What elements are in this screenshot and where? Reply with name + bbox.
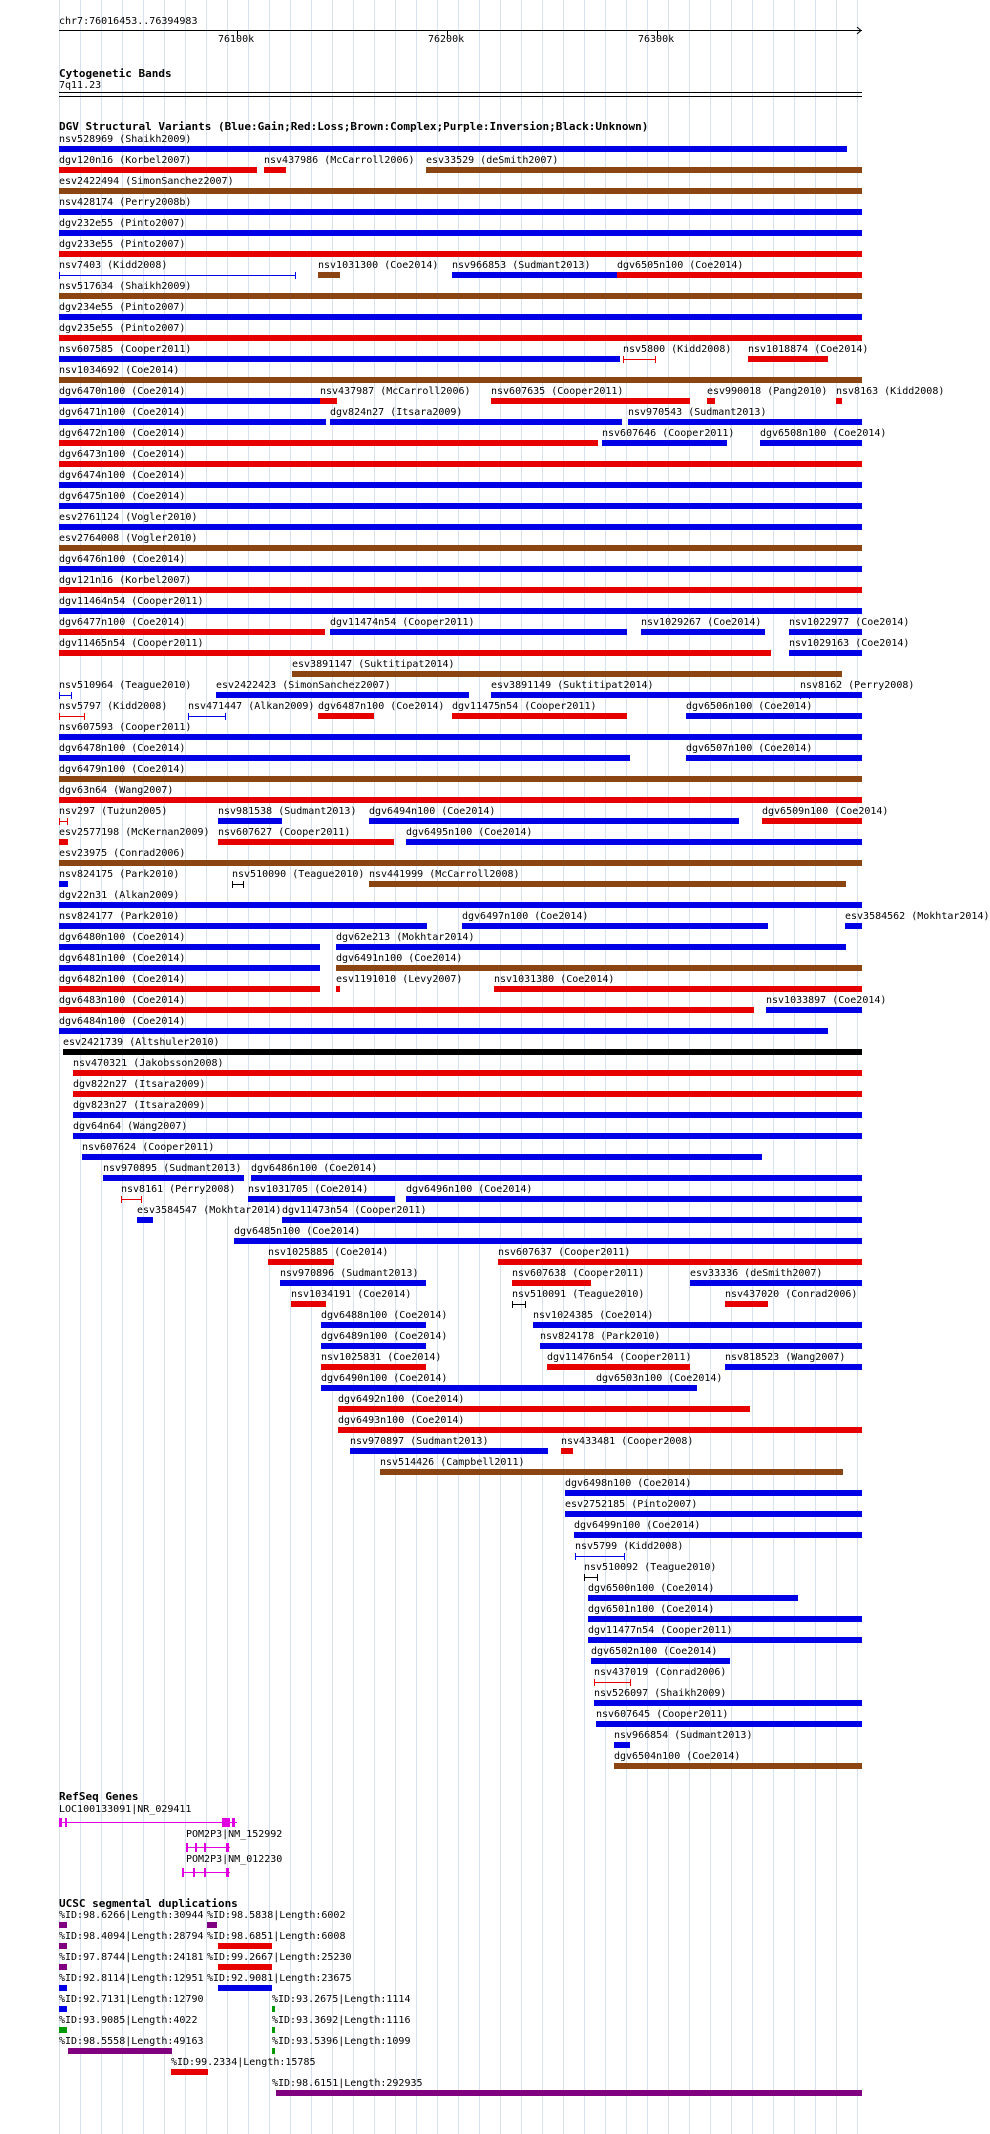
variant-label: dgv232e55 (Pinto2007): [59, 218, 186, 229]
variant-label: nsv526097 (Shaikh2009): [594, 1688, 727, 1699]
variant-label: dgv6497n100 (Coe2014): [462, 911, 589, 922]
segdup-label: %ID:98.6851|Length:6008: [207, 1931, 346, 1942]
variant-label: dgv6509n100 (Coe2014): [762, 806, 889, 817]
ruler-tick-label: 76100k: [218, 34, 255, 45]
refseq-gene-label: POM2P3|NM_152992: [186, 1829, 283, 1840]
variant-label: nsv1018874 (Coe2014): [748, 344, 869, 355]
variant-label: nsv607624 (Cooper2011): [82, 1142, 215, 1153]
segdup-bar[interactable]: [272, 2006, 275, 2012]
variant-label: nsv607627 (Cooper2011): [218, 827, 351, 838]
variant-label: dgv63n64 (Wang2007): [59, 785, 174, 796]
variant-label: nsv8162 (Perry2008): [800, 680, 915, 691]
variant-label: nsv1024385 (Coe2014): [533, 1310, 654, 1321]
variant-label: nsv607593 (Cooper2011): [59, 722, 192, 733]
variant-label: nsv1031705 (Coe2014): [248, 1184, 369, 1195]
segdup-label: %ID:99.2334|Length:15785: [171, 2057, 316, 2068]
variant-label: dgv6476n100 (Coe2014): [59, 554, 186, 565]
variant-label: nsv1025831 (Coe2014): [321, 1352, 442, 1363]
variant-label: dgv6472n100 (Coe2014): [59, 428, 186, 439]
variant-label: dgv11474n54 (Cooper2011): [330, 617, 475, 628]
variant-label: nsv437019 (Conrad2006): [594, 1667, 727, 1678]
variant-label: dgv6485n100 (Coe2014): [234, 1226, 361, 1237]
variant-label: nsv8161 (Perry2008): [121, 1184, 236, 1195]
segdup-bar[interactable]: [59, 2027, 67, 2033]
variant-label: dgv6505n100 (Coe2014): [617, 260, 744, 271]
segdup-track-title: UCSC segmental duplications: [59, 1897, 238, 1910]
variant-label: nsv528969 (Shaikh2009): [59, 134, 192, 145]
variant-label: dgv6489n100 (Coe2014): [321, 1331, 448, 1342]
variant-label: nsv428174 (Perry2008b): [59, 197, 192, 208]
variant-label: dgv6471n100 (Coe2014): [59, 407, 186, 418]
variant-label: esv3891149 (Suktitipat2014): [491, 680, 654, 691]
variant-label: esv3584547 (Mokhtar2014): [137, 1205, 282, 1216]
variant-label: dgv11464n54 (Cooper2011): [59, 596, 204, 607]
chromosome-position-label: chr7:76016453..76394983: [59, 16, 198, 27]
variant-label: nsv1029267 (Coe2014): [641, 617, 762, 628]
variant-label: dgv6499n100 (Coe2014): [574, 1520, 701, 1531]
variant-label: dgv6483n100 (Coe2014): [59, 995, 186, 1006]
variant-label: dgv11475n54 (Cooper2011): [452, 701, 597, 712]
segdup-bar[interactable]: [272, 2027, 275, 2033]
variant-label: nsv517634 (Shaikh2009): [59, 281, 192, 292]
variant-label: esv2577198 (McKernan2009): [59, 827, 210, 838]
variant-label: dgv6492n100 (Coe2014): [338, 1394, 465, 1405]
segdup-bar[interactable]: [59, 1922, 67, 1928]
variant-label: dgv6498n100 (Coe2014): [565, 1478, 692, 1489]
variant-label: nsv1034191 (Coe2014): [291, 1289, 412, 1300]
variant-label: dgv233e55 (Pinto2007): [59, 239, 186, 250]
segdup-bar[interactable]: [276, 2090, 862, 2096]
variant-label: nsv607638 (Cooper2011): [512, 1268, 645, 1279]
segdup-label: %ID:93.2675|Length:1114: [272, 1994, 411, 2005]
variant-label: nsv433481 (Cooper2008): [561, 1436, 694, 1447]
variant-label: dgv11477n54 (Cooper2011): [588, 1625, 733, 1636]
variant-label: dgv6475n100 (Coe2014): [59, 491, 186, 502]
variant-label: dgv6484n100 (Coe2014): [59, 1016, 186, 1027]
variant-label: dgv6473n100 (Coe2014): [59, 449, 186, 460]
variant-label: esv3891147 (Suktitipat2014): [292, 659, 455, 670]
variant-label: nsv8163 (Kidd2008): [836, 386, 945, 397]
segdup-bar[interactable]: [218, 1964, 272, 1970]
segdup-label: %ID:92.8114|Length:12951: [59, 1973, 204, 1984]
segdup-label: %ID:92.7131|Length:12790: [59, 1994, 204, 2005]
variant-label: nsv297 (Tuzun2005): [59, 806, 168, 817]
variant-label: esv2764008 (Vogler2010): [59, 533, 198, 544]
ruler-tick-label: 76200k: [428, 34, 465, 45]
variant-label: dgv6482n100 (Coe2014): [59, 974, 186, 985]
variant-label: nsv607637 (Cooper2011): [498, 1247, 631, 1258]
variant-label: esv23975 (Conrad2006): [59, 848, 186, 859]
variant-label: esv1191010 (Levy2007): [336, 974, 463, 985]
segdup-label: %ID:98.4094|Length:28794: [59, 1931, 204, 1942]
variant-label: dgv6494n100 (Coe2014): [369, 806, 496, 817]
segdup-label: %ID:98.6151|Length:292935: [272, 2078, 423, 2089]
variant-label: esv33336 (deSmith2007): [690, 1268, 823, 1279]
variant-label: dgv6477n100 (Coe2014): [59, 617, 186, 628]
variant-label: dgv6493n100 (Coe2014): [338, 1415, 465, 1426]
segdup-label: %ID:93.9085|Length:4022: [59, 2015, 198, 2026]
variant-label: nsv970896 (Sudmant2013): [280, 1268, 419, 1279]
variant-label: dgv6481n100 (Coe2014): [59, 953, 186, 964]
variant-label: nsv437020 (Conrad2006): [725, 1289, 858, 1300]
variant-label: nsv5800 (Kidd2008): [623, 344, 732, 355]
segdup-label: %ID:92.9081|Length:23675: [207, 1973, 352, 1984]
segdup-label: %ID:93.3692|Length:1116: [272, 2015, 411, 2026]
ruler-tick-label: 76300k: [638, 34, 675, 45]
variant-label: dgv120n16 (Korbel2007): [59, 155, 192, 166]
variant-label: esv990018 (Pang2010): [707, 386, 828, 397]
segdup-label: %ID:98.6266|Length:30944: [59, 1910, 204, 1921]
segdup-label: %ID:99.2667|Length:25230: [207, 1952, 352, 1963]
variant-label: esv2761124 (Vogler2010): [59, 512, 198, 523]
variant-label: nsv510964 (Teague2010): [59, 680, 192, 691]
cytogenetic-bands-title: Cytogenetic Bands: [59, 67, 172, 80]
variant-label: dgv6486n100 (Coe2014): [251, 1163, 378, 1174]
variant-label: nsv510092 (Teague2010): [584, 1562, 717, 1573]
variant-label: dgv6504n100 (Coe2014): [614, 1751, 741, 1762]
variant-label: nsv437986 (McCarroll2006): [264, 155, 415, 166]
variant-label: nsv510091 (Teague2010): [512, 1289, 645, 1300]
segdup-bar[interactable]: [272, 2048, 275, 2054]
variant-label: dgv6503n100 (Coe2014): [596, 1373, 723, 1384]
variant-label: nsv818523 (Wang2007): [725, 1352, 846, 1363]
variant-label: nsv1033897 (Coe2014): [766, 995, 887, 1006]
variant-label: dgv6496n100 (Coe2014): [406, 1184, 533, 1195]
variant-label: dgv823n27 (Itsara2009): [73, 1100, 206, 1111]
variant-label: dgv121n16 (Korbel2007): [59, 575, 192, 586]
variant-label: dgv6487n100 (Coe2014): [318, 701, 445, 712]
variant-label: dgv6474n100 (Coe2014): [59, 470, 186, 481]
variant-label: dgv234e55 (Pinto2007): [59, 302, 186, 313]
variant-label: nsv970895 (Sudmant2013): [103, 1163, 242, 1174]
segdup-label: %ID:98.5838|Length:6002: [207, 1910, 346, 1921]
variant-label: nsv824178 (Park2010): [540, 1331, 661, 1342]
segdup-bar[interactable]: [59, 2006, 67, 2012]
variant-label: nsv514426 (Campbell2011): [380, 1457, 525, 1468]
variant-label: dgv6500n100 (Coe2014): [588, 1583, 715, 1594]
variant-label: nsv824177 (Park2010): [59, 911, 180, 922]
variant-label: nsv966853 (Sudmant2013): [452, 260, 591, 271]
variant-label: nsv1029163 (Coe2014): [789, 638, 910, 649]
variant-label: dgv6479n100 (Coe2014): [59, 764, 186, 775]
variant-label: nsv824175 (Park2010): [59, 869, 180, 880]
variant-label: nsv441999 (McCarroll2008): [369, 869, 520, 880]
segdup-label: %ID:97.8744|Length:24181: [59, 1952, 204, 1963]
variant-label: esv2422423 (SimonSanchez2007): [216, 680, 391, 691]
variant-label: nsv966854 (Sudmant2013): [614, 1730, 753, 1741]
variant-label: dgv822n27 (Itsara2009): [73, 1079, 206, 1090]
variant-label: nsv1034692 (Coe2014): [59, 365, 180, 376]
variant-label: nsv470321 (Jakobsson2008): [73, 1058, 224, 1069]
variant-label: dgv11476n54 (Cooper2011): [547, 1352, 692, 1363]
variant-label: esv3584562 (Mokhtar2014): [845, 911, 990, 922]
variant-label: nsv970543 (Sudmant2013): [628, 407, 767, 418]
variant-label: nsv1031380 (Coe2014): [494, 974, 615, 985]
segdup-bar[interactable]: [68, 2048, 172, 2054]
variant-label: dgv6508n100 (Coe2014): [760, 428, 887, 439]
segdup-label: %ID:98.5558|Length:49163: [59, 2036, 204, 2047]
variant-label: dgv62e213 (Mokhtar2014): [336, 932, 475, 943]
variant-label: nsv970897 (Sudmant2013): [350, 1436, 489, 1447]
segdup-bar[interactable]: [59, 1985, 67, 1991]
variant-label: nsv1031300 (Coe2014): [318, 260, 439, 271]
variant-label: dgv11465n54 (Cooper2011): [59, 638, 204, 649]
variant-label: dgv11473n54 (Cooper2011): [282, 1205, 427, 1216]
variant-label: dgv6507n100 (Coe2014): [686, 743, 813, 754]
variant-label: esv33529 (deSmith2007): [426, 155, 559, 166]
variant-label: dgv6478n100 (Coe2014): [59, 743, 186, 754]
variant-label: esv2422494 (SimonSanchez2007): [59, 176, 234, 187]
variant-label: dgv6502n100 (Coe2014): [591, 1646, 718, 1657]
cytoband-label: 7q11.23: [59, 80, 102, 91]
refseq-gene-label: LOC100133091|NR_029411: [59, 1804, 192, 1815]
segdup-bar[interactable]: [59, 1943, 67, 1949]
variant-label: dgv6490n100 (Coe2014): [321, 1373, 448, 1384]
variant-label: dgv6506n100 (Coe2014): [686, 701, 813, 712]
variant-label: esv2421739 (Altshuler2010): [63, 1037, 220, 1048]
refseq-gene-label: POM2P3|NM_012230: [186, 1854, 283, 1865]
variant-label: nsv607585 (Cooper2011): [59, 344, 192, 355]
variant-label: nsv607645 (Cooper2011): [596, 1709, 729, 1720]
variant-label: nsv510090 (Teague2010): [232, 869, 365, 880]
variant-label: nsv471447 (Alkan2009): [188, 701, 315, 712]
variant-label: dgv6501n100 (Coe2014): [588, 1604, 715, 1615]
segdup-bar[interactable]: [207, 1922, 217, 1928]
variant-label: dgv6488n100 (Coe2014): [321, 1310, 448, 1321]
variant-label: nsv607646 (Cooper2011): [602, 428, 735, 439]
variant-label: dgv22n31 (Alkan2009): [59, 890, 180, 901]
variant-label: nsv437987 (McCarroll2006): [320, 386, 471, 397]
variant-label: nsv1022977 (Coe2014): [789, 617, 910, 628]
variant-label: dgv6491n100 (Coe2014): [336, 953, 463, 964]
dgv-track-title: DGV Structural Variants (Blue:Gain;Red:Loss;Brown:Complex;Purple:Inversion;Black:Unknown): [59, 120, 649, 133]
variant-label: nsv981538 (Sudmant2013): [218, 806, 357, 817]
variant-label: dgv6495n100 (Coe2014): [406, 827, 533, 838]
variant-label: nsv7403 (Kidd2008): [59, 260, 168, 271]
variant-label: nsv1025885 (Coe2014): [268, 1247, 389, 1258]
variant-label: nsv607635 (Cooper2011): [491, 386, 624, 397]
variant-label: dgv6470n100 (Coe2014): [59, 386, 186, 397]
variant-label: dgv235e55 (Pinto2007): [59, 323, 186, 334]
refseq-track-title: RefSeq Genes: [59, 1790, 139, 1803]
segdup-label: %ID:93.5396|Length:1099: [272, 2036, 411, 2047]
variant-label: esv2752185 (Pinto2007): [565, 1499, 698, 1510]
variant-label: nsv5797 (Kidd2008): [59, 701, 168, 712]
segdup-bar[interactable]: [59, 1964, 67, 1970]
variant-label: dgv6480n100 (Coe2014): [59, 932, 186, 943]
segdup-bar[interactable]: [218, 1985, 272, 1991]
variant-label: dgv64n64 (Wang2007): [73, 1121, 188, 1132]
segdup-bar[interactable]: [218, 1943, 272, 1949]
variant-label: nsv5799 (Kidd2008): [575, 1541, 684, 1552]
segdup-bar[interactable]: [171, 2069, 208, 2075]
variant-label: dgv824n27 (Itsara2009): [330, 407, 463, 418]
